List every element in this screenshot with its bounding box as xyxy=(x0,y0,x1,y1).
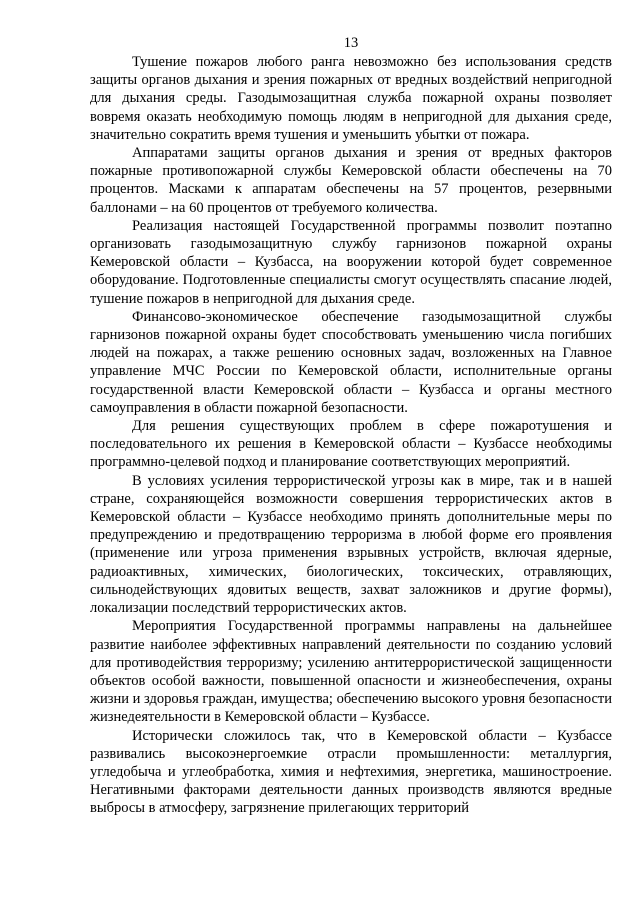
paragraph: Тушение пожаров любого ранга невозможно без использования средств защиты органов дыхания и зрения пожарных от вредных воздействий непригодной для дыхания среды. Газодымозащитная служба пожарной охраны позволяет вовремя оказать необходимую помощь людям в непригодной для дыхания среде, значительно сократить время тушения и уменьшить убытки от пожара. xyxy=(90,54,612,143)
paragraph: Исторически сложилось так, что в Кемеровской области – Кузбассе развивались высокоэнергоемкие отрасли промышленности: металлургия, угледобыча и углеобработка, химия и нефтехимия, энергетика, машиностроение. Негативными факторами деятельности данных производств являются вредные выбросы в атмосферу, загрязнение прилегающих территорий xyxy=(90,727,612,817)
paragraph: В условиях усиления террористической угрозы как в мире, так и в нашей стране, сохраняющейся возможности совершения террористических актов в Кемеровской области – Кузбассе необходимо принять дополнительные меры по предупреждению и предотвращению терроризма в любой форме его проявления (применение или угроза применения взрывных устройств, включая ядерные, радиоактивных, химических, биологических, токсических, отравляющих, сильнодействующих ядовитых веществ, захват заложников и другие формы), локализации последствий террористических актов. xyxy=(90,472,612,617)
document-page xyxy=(90,34,612,818)
paragraph: Реализация настоящей Государственной программы позволит поэтапно организовать газодымозащитную службу гарнизонов пожарной охраны Кемеровской области – Кузбасса, на вооружении которой будет современное оборудование. Подготовленные специалисты смогут осуществлять спасание людей, тушение пожаров в непригодной для дыхания среде. xyxy=(90,217,612,307)
paragraph: Финансово-экономическое обеспечение газодымозащитной службы гарнизонов пожарной охраны будет способствовать уменьшению числа погибших людей на пожарах, а также решению основных задач, возложенных на Главное управление МЧС России по Кемеровской области, исполнительные органы государственной власти Кемеровской области – Кузбасса и органы местного самоуправления в области пожарной безопасности. xyxy=(90,308,612,416)
paragraph: Мероприятия Государственной программы направлены на дальнейшее развитие наиболее эффективных направлений деятельности по созданию условий для противодействия терроризму; усилению антитеррористической защищенности объектов особой важности, повышенной опасности и жизнеобеспечения, охраны жизни и здоровья граждан, имущества; обеспечению высокого уровня безопасности жизнедеятельности в Кемеровской области – Кузбассе. xyxy=(90,618,612,726)
paragraph: Для решения существующих проблем в сфере пожаротушения и последовательного их решения в Кемеровской области – Кузбассе необходимы программно-целевой подход и планирование соответствующих мероприятий. xyxy=(90,418,612,471)
paragraph: Аппаратами защиты органов дыхания и зрения от вредных факторов пожарные противопожарной службы Кемеровской области обеспечены на 70 процентов. Масками к аппаратам обеспечены на 57 процентов, резервными баллонами – на 60 процентов от требуемого количества. xyxy=(90,145,612,216)
page-number: 13 xyxy=(343,35,359,51)
